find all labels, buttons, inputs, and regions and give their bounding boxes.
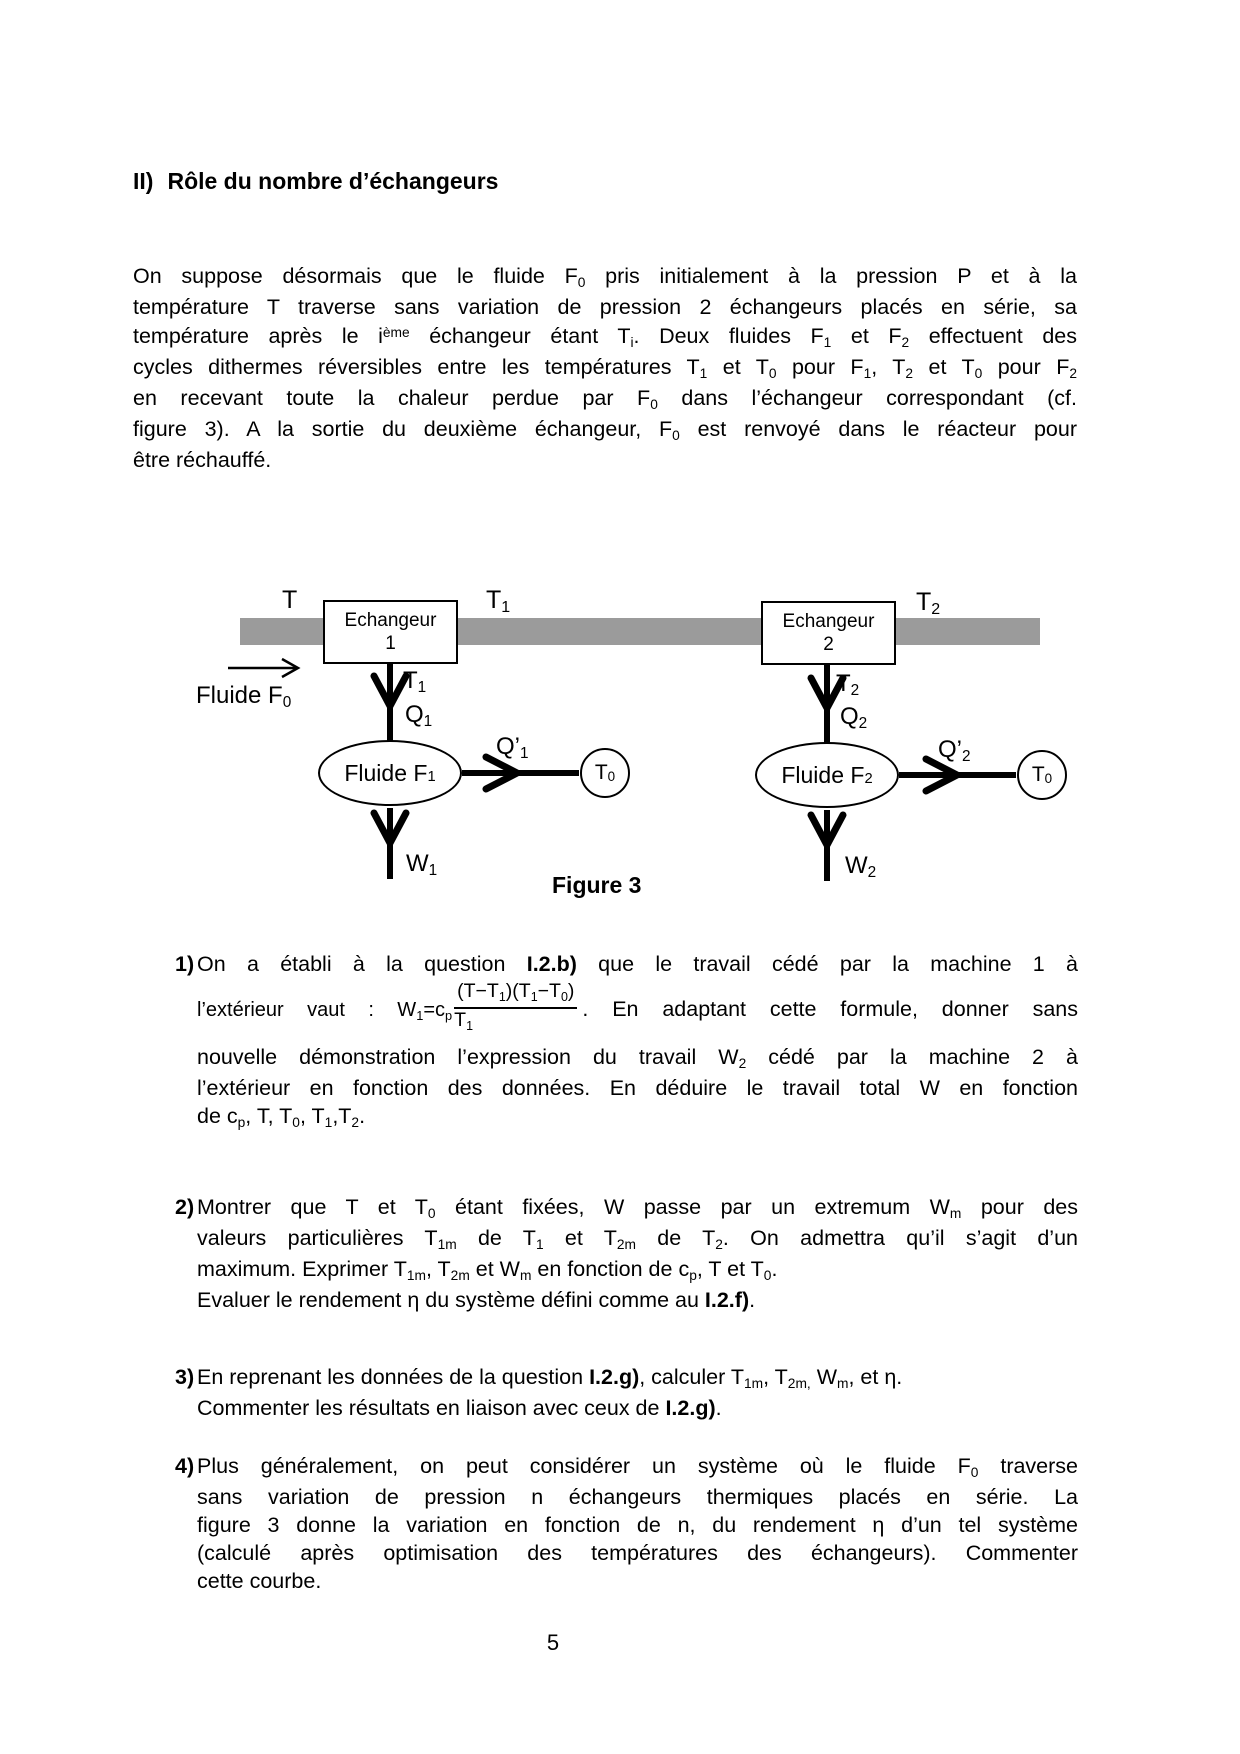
- question-line: nouvelle démonstration l’expression du travail W2 cédé par la machine 2 à: [197, 1045, 1078, 1071]
- temp-T-label: T: [282, 586, 298, 614]
- paragraph-line: en recevant toute la chaleur perdue par F0 dans l’échangeur correspondant (cf.: [133, 386, 1077, 412]
- figure-3-diagram: [0, 530, 1240, 910]
- fluid-2-machine: Fluide F 2: [755, 742, 899, 808]
- question-line: Montrer que T et T0 étant fixées, W passe par un extremum Wm pour des: [197, 1195, 1078, 1221]
- question-line: de cp, T, T0, T1,T2.: [197, 1104, 366, 1130]
- diagram-arrows: [0, 530, 1240, 910]
- paragraph-line: cycles dithermes réversibles entre les températures T1 et T0 pour F1, T2 et T0 pour F2: [133, 355, 1077, 381]
- question-1: [175, 950, 1078, 1133]
- fluid-inlet-arrow: [228, 659, 298, 677]
- question-3: [175, 1363, 1105, 1422]
- question-line: Evaluer le rendement η du système défini comme au I.2.f).: [197, 1288, 756, 1312]
- temp-T2-pipe-label: T2: [916, 588, 941, 619]
- paragraph-line: être réchauffé.: [133, 448, 272, 472]
- paragraph-line: On suppose désormais que le fluide F0 pris initialement à la pression P et à la: [133, 264, 1077, 290]
- question-line: cette courbe.: [197, 1569, 322, 1593]
- question-line: (calculé après optimisation des températures des échangeurs). Commenter: [197, 1541, 1078, 1565]
- paragraph-line: figure 3). A la sortie du deuxième échangeur, F0 est renvoyé dans le réacteur pour: [133, 417, 1077, 443]
- exchanger-2-box: [761, 601, 896, 665]
- question-line: sans variation de pression n échangeurs thermiques placés en série. La: [197, 1485, 1078, 1509]
- heat-Qp2-label: Q’2: [938, 736, 971, 766]
- heat-Qp1-label: Q’1: [496, 733, 529, 763]
- section-title: Rôle du nombre d’échangeurs: [167, 168, 499, 194]
- temp-T2-heat-label: T2: [836, 670, 860, 700]
- exchanger-1-number: 1: [385, 633, 396, 654]
- formula-post-text: . En adaptant cette formule, donner sans: [582, 997, 1078, 1021]
- question-line: Plus généralement, on peut considérer un système où le fluide F0 traverse: [197, 1454, 1079, 1480]
- question-2-number: 2): [175, 1195, 195, 1219]
- formula-lhs: l’extérieur vaut : W1=cp: [197, 999, 453, 1023]
- cold-source-1: T 0: [580, 748, 630, 798]
- fraction-numerator: (T−T1)(T1−T0): [454, 980, 577, 1009]
- exchanger-2-number: 2: [823, 634, 834, 655]
- question-line: l’extérieur en fonction des données. En déduire le travail total W en fonction: [197, 1076, 1078, 1100]
- exchanger-1-box: [323, 600, 458, 664]
- work-W1-label: W1: [406, 850, 438, 880]
- temp-T1-heat-label: T1: [403, 667, 427, 697]
- question-3-number: 3): [175, 1365, 195, 1389]
- intro-paragraph: [133, 262, 1077, 475]
- temp-T1-pipe-label: T1: [486, 586, 511, 617]
- section-number: II): [133, 168, 154, 194]
- question-line: Commenter les résultats en liaison avec ceux de I.2.g).: [197, 1396, 722, 1420]
- formula-fraction: [454, 980, 577, 1034]
- exchanger-1-name: Echangeur: [344, 610, 437, 631]
- work-arrow-w1: [374, 808, 406, 879]
- formula-line: [197, 978, 1078, 1043]
- question-line: valeurs particulières T1m de T1 et T2m de T2. On admettra qu’il s’agit d’un: [197, 1226, 1078, 1252]
- heat-arrow-q1: [374, 664, 406, 741]
- question-1-number: 1): [175, 952, 195, 976]
- work-W2-label: W2: [845, 852, 877, 882]
- section-heading: [133, 168, 498, 195]
- figure-caption: Figure 3: [552, 872, 642, 898]
- paragraph-line: température T traverse sans variation de pression 2 échangeurs placés en série, sa: [133, 295, 1077, 319]
- fluid-f0-label: Fluide F0: [196, 682, 292, 712]
- work-arrow-w2: [811, 810, 843, 881]
- heat-Q2-label: Q2: [840, 703, 868, 733]
- fraction-denominator: T1: [454, 1009, 473, 1033]
- page-number: 5: [546, 1630, 560, 1655]
- paragraph-line: température après le $i^{ème}$ échangeur étant Ti. Deux fluides F1 et F2 effectuent des: [133, 324, 1077, 350]
- heat-Q1-label: Q1: [405, 701, 433, 731]
- question-line: maximum. Exprimer T1m, T2m et Wm en fonction de cp, T et T0.: [197, 1257, 778, 1283]
- cold-source-2: T 0: [1017, 750, 1067, 800]
- question-line: On a établi à la question I.2.b) que le travail cédé par la machine 1 à: [197, 952, 1079, 976]
- question-line: En reprenant les données de la question I.2.g), calculer T1m, T2m, Wm, et η.: [197, 1365, 903, 1391]
- exchanger-2-name: Echangeur: [782, 611, 875, 632]
- fluid-1-machine: Fluide F 1: [318, 740, 462, 806]
- question-line: figure 3 donne la variation en fonction de n, du rendement η d’un tel système: [197, 1513, 1078, 1537]
- question-4: [175, 1452, 1078, 1595]
- question-2: [175, 1193, 1078, 1314]
- question-4-number: 4): [175, 1454, 195, 1478]
